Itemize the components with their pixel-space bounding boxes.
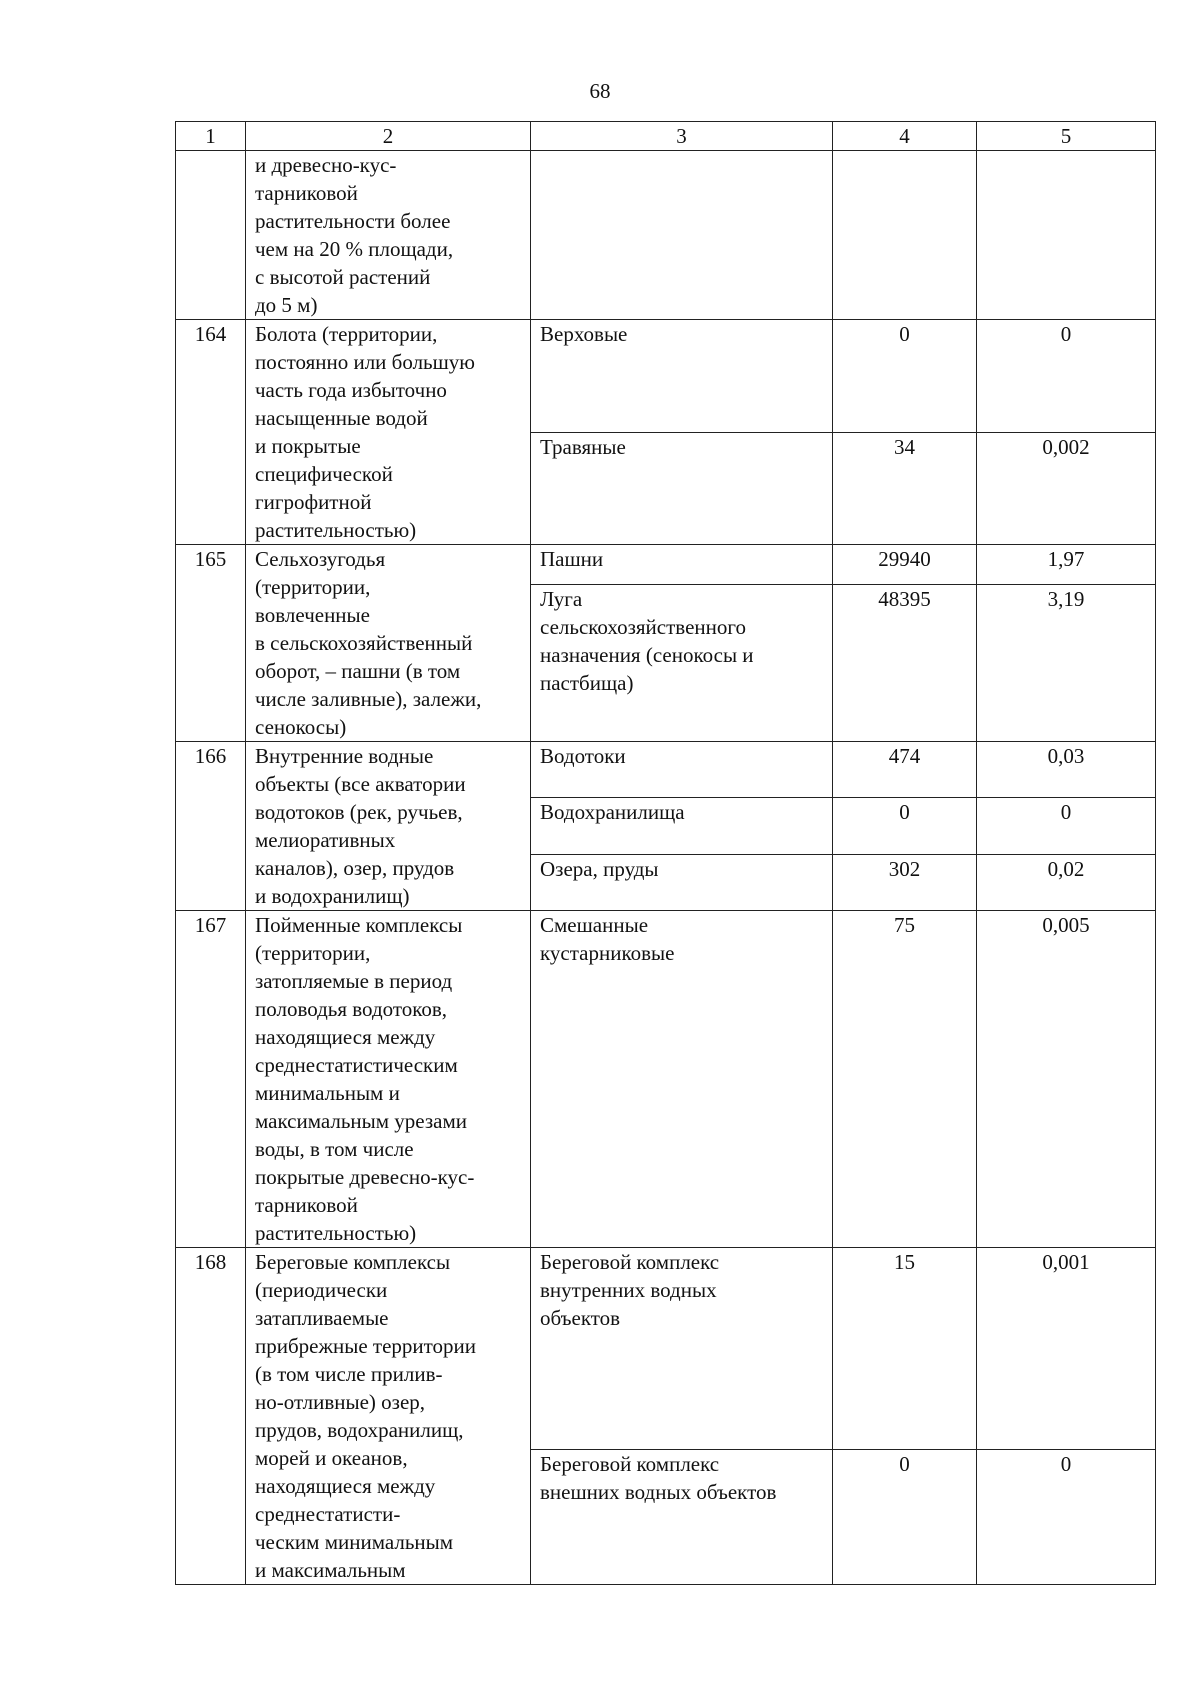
row-number: 166 xyxy=(176,742,246,911)
col-header-3: 3 xyxy=(531,122,833,151)
value-col-4: 29940 xyxy=(833,545,977,585)
category-description xyxy=(246,320,531,545)
value-col-4: 34 xyxy=(833,432,977,545)
header-row xyxy=(176,122,1156,151)
value-col-4: 474 xyxy=(833,742,977,798)
category-description xyxy=(246,1248,531,1585)
value-col-4: 15 xyxy=(833,1248,977,1450)
col-header-4: 4 xyxy=(833,122,977,151)
category-description xyxy=(246,545,531,742)
category-description-text: Внутренние водные объекты (все акватории водотоков (рек, ручьев, мелиоративных каналов), озер, прудов и водохранилищ) xyxy=(255,744,466,908)
table-row xyxy=(176,151,1156,320)
subtype-name: Береговой комплекс внутренних водных объектов xyxy=(531,1248,833,1450)
value-col-4: 0 xyxy=(833,798,977,854)
value-col-4: 48395 xyxy=(833,585,977,742)
table-row xyxy=(176,911,1156,1248)
col-header-1: 1 xyxy=(176,122,246,151)
category-description xyxy=(246,742,531,911)
value-col-5: 1,97 xyxy=(977,545,1156,585)
value-col-5: 0 xyxy=(977,798,1156,854)
subtype-name: Водохранилища xyxy=(531,798,833,854)
value-col-5: 0,005 xyxy=(977,911,1156,1248)
subtype-name: Верховые xyxy=(531,320,833,433)
value-col-5: 0,02 xyxy=(977,854,1156,910)
col-header-2: 2 xyxy=(246,122,531,151)
value-col-4: 0 xyxy=(833,320,977,433)
row-number: 164 xyxy=(176,320,246,545)
subtype-name: Водотоки xyxy=(531,742,833,798)
row-number: 165 xyxy=(176,545,246,742)
value-col-5 xyxy=(977,151,1156,320)
subtype-name: Смешанные кустарниковые xyxy=(531,911,833,1248)
value-col-5: 0 xyxy=(977,320,1156,433)
subtype-name: Пашни xyxy=(531,545,833,585)
value-col-5: 0 xyxy=(977,1449,1156,1584)
value-col-5: 0,002 xyxy=(977,432,1156,545)
row-number: 168 xyxy=(176,1248,246,1585)
subtype-name: Береговой комплекс внешних водных объектов xyxy=(531,1449,833,1584)
category-description-text: и древесно-кус- тарниковой растительности более чем на 20 % площади, с высотой растений до 5 м) xyxy=(255,153,454,317)
value-col-5: 0,03 xyxy=(977,742,1156,798)
row-number xyxy=(176,151,246,320)
table-row xyxy=(176,742,1156,798)
category-description-text: Пойменные комплексы (территории, затопляемые в период половодья водотоков, находящиеся между среднестатистическим минимальным и максимальным урезами воды, в том числе покрытые древесно-кус- тарниковой растительностью) xyxy=(255,913,475,1245)
value-col-4: 0 xyxy=(833,1449,977,1584)
table-row xyxy=(176,545,1156,585)
land-cover-table xyxy=(175,121,1156,1585)
page-number: 68 xyxy=(589,79,611,103)
category-description-text: Береговые комплексы (периодически затапливаемые прибрежные территории (в том числе прилив- но-отливные) озер, прудов, водохранилищ, морей и океанов, находящиеся между среднестатисти- ческим минимальным и максимальным xyxy=(255,1250,477,1582)
subtype-name xyxy=(531,151,833,320)
row-number: 167 xyxy=(176,911,246,1248)
value-col-5: 3,19 xyxy=(977,585,1156,742)
category-description-text: Болота (территории, постоянно или большую часть года избыточно насыщенные водой и покрытые специфической гигрофитной растительностью) xyxy=(255,322,475,542)
category-description xyxy=(246,151,531,320)
table-row xyxy=(176,320,1156,433)
subtype-name: Травяные xyxy=(531,432,833,545)
table-row xyxy=(176,1248,1156,1450)
col-header-5: 5 xyxy=(977,122,1156,151)
value-col-4: 75 xyxy=(833,911,977,1248)
table-body xyxy=(176,122,1156,1585)
category-description-text: Сельхозугодья (территории, вовлеченные в сельскохозяйственный оборот, – пашни (в том числе заливные), залежи, сенокосы) xyxy=(255,547,482,739)
value-col-4: 302 xyxy=(833,854,977,910)
value-col-4 xyxy=(833,151,977,320)
value-col-5: 0,001 xyxy=(977,1248,1156,1450)
subtype-name: Озера, пруды xyxy=(531,854,833,910)
subtype-name: Луга сельскохозяйственного назначения (сенокосы и пастбища) xyxy=(531,585,833,742)
category-description xyxy=(246,911,531,1248)
